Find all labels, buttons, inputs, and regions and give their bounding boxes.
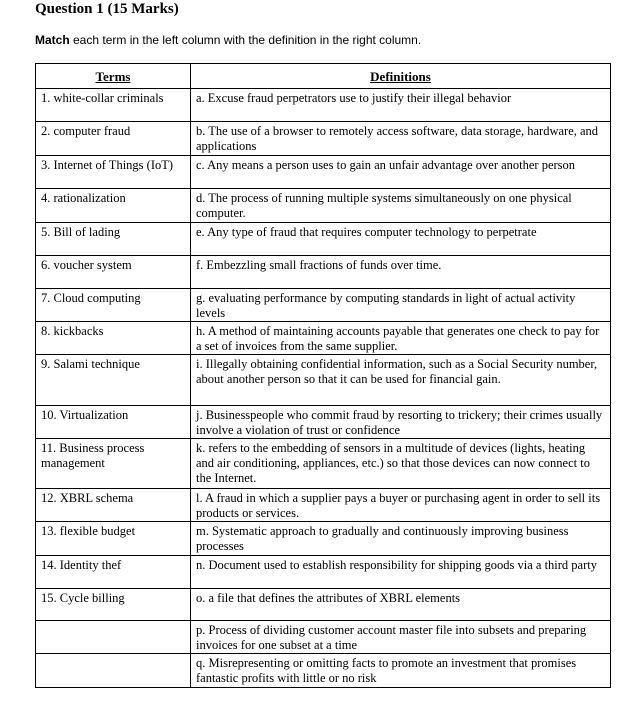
table-row bbox=[36, 489, 611, 522]
table-row bbox=[36, 654, 611, 688]
table-row bbox=[36, 322, 611, 355]
table-row bbox=[36, 89, 611, 122]
definition-cell: q. Misrepresenting or omitting facts to promote an investment that promises fantastic profits with little or no risk bbox=[191, 654, 611, 688]
term-cell: 15. Cycle billing bbox=[36, 589, 191, 621]
term-cell: 13. flexible budget bbox=[36, 522, 191, 556]
header-row bbox=[36, 64, 611, 89]
table-row bbox=[36, 156, 611, 189]
table-row bbox=[36, 406, 611, 439]
term-cell bbox=[36, 621, 191, 654]
definitions-header: Definitions bbox=[191, 64, 611, 89]
table-row bbox=[36, 589, 611, 621]
term-cell: 10. Virtualization bbox=[36, 406, 191, 439]
definition-cell: b. The use of a browser to remotely access software, data storage, hardware, and applications bbox=[191, 122, 611, 156]
table-row bbox=[36, 256, 611, 289]
term-cell: 9. Salami technique bbox=[36, 355, 191, 406]
definition-cell: k. refers to the embedding of sensors in a multitude of devices (lights, heating and air conditioning, appliances, etc.) so that those devices can now connect to the Internet. bbox=[191, 439, 611, 489]
matching-table bbox=[35, 63, 611, 688]
instruction-rest: each term in the left column with the definition in the right column. bbox=[69, 33, 422, 47]
term-cell: 5. Bill of lading bbox=[36, 223, 191, 256]
definition-cell: h. A method of maintaining accounts payable that generates one check to pay for a set of invoices from the same supplier. bbox=[191, 322, 611, 355]
question-title: Question 1 (15 Marks) bbox=[35, 1, 179, 17]
term-cell: 11. Business process management bbox=[36, 439, 191, 489]
definition-cell: o. a file that defines the attributes of XBRL elements bbox=[191, 589, 611, 621]
term-cell: 8. kickbacks bbox=[36, 322, 191, 355]
term-cell: 3. Internet of Things (IoT) bbox=[36, 156, 191, 189]
definition-cell: d. The process of running multiple systems simultaneously on one physical computer. bbox=[191, 189, 611, 223]
term-cell bbox=[36, 654, 191, 688]
definition-cell: p. Process of dividing customer account master file into subsets and preparing invoices for one subset at a time bbox=[191, 621, 611, 654]
instruction-bold: Match bbox=[35, 33, 70, 47]
definition-cell: j. Businesspeople who commit fraud by resorting to trickery; their crimes usually involve a violation of trust or confidence bbox=[191, 406, 611, 439]
table-row bbox=[36, 522, 611, 556]
instruction-text bbox=[35, 33, 421, 47]
definition-cell: l. A fraud in which a supplier pays a buyer or purchasing agent in order to sell its products or services. bbox=[191, 489, 611, 522]
definition-cell: a. Excuse fraud perpetrators use to justify their illegal behavior bbox=[191, 89, 611, 122]
table-row bbox=[36, 223, 611, 256]
definition-cell: c. Any means a person uses to gain an unfair advantage over another person bbox=[191, 156, 611, 189]
term-cell: 12. XBRL schema bbox=[36, 489, 191, 522]
table-row bbox=[36, 289, 611, 322]
table-row bbox=[36, 189, 611, 223]
definition-cell: i. Illegally obtaining confidential information, such as a Social Security number, about another person so that it can be used for financial gain. bbox=[191, 355, 611, 406]
table-row bbox=[36, 122, 611, 156]
table-row bbox=[36, 621, 611, 654]
table-row bbox=[36, 556, 611, 589]
table-row bbox=[36, 439, 611, 489]
terms-header: Terms bbox=[36, 64, 191, 89]
term-cell: 2. computer fraud bbox=[36, 122, 191, 156]
definition-cell: e. Any type of fraud that requires computer technology to perpetrate bbox=[191, 223, 611, 256]
term-cell: 6. voucher system bbox=[36, 256, 191, 289]
table-row bbox=[36, 355, 611, 406]
term-cell: 7. Cloud computing bbox=[36, 289, 191, 322]
definition-cell: n. Document used to establish responsibility for shipping goods via a third party bbox=[191, 556, 611, 589]
term-cell: 14. Identity thef bbox=[36, 556, 191, 589]
definition-cell: m. Systematic approach to gradually and continuously improving business processes bbox=[191, 522, 611, 556]
term-cell: 4. rationalization bbox=[36, 189, 191, 223]
term-cell: 1. white-collar criminals bbox=[36, 89, 191, 122]
definition-cell: f. Embezzling small fractions of funds over time. bbox=[191, 256, 611, 289]
definition-cell: g. evaluating performance by computing standards in light of actual activity levels bbox=[191, 289, 611, 322]
